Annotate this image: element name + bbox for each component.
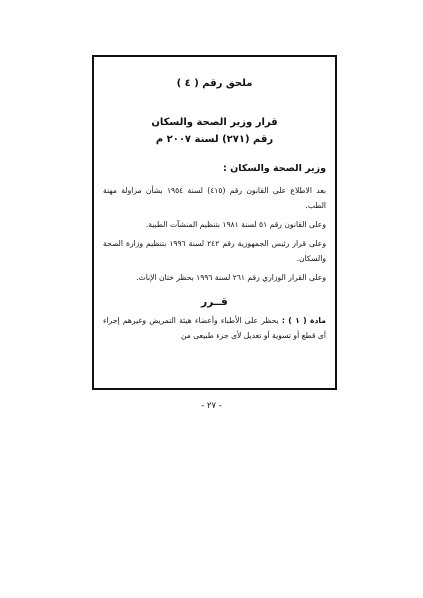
document-frame xyxy=(92,55,337,390)
decision-title: قرار وزير الصحة والسكان xyxy=(151,117,278,128)
article-1 xyxy=(103,313,326,343)
article-1-label: مادة ( ١ ) : xyxy=(281,316,326,325)
preamble-paragraph-4: وعلى القرار الوزاري رقم ٢٦١ لسنة ١٩٩٦ بحظر ختان الإناث. xyxy=(136,273,326,282)
decided-heading: قــرر xyxy=(201,296,228,308)
document-content xyxy=(103,77,326,343)
article-1-text: يحظر على الأطباء وأعضاء هيئة التمريض وغيرهم إجراء أى قطع أو تسوية أو تعديل لأى جزء طبيعى من xyxy=(103,316,326,340)
decision-number: رقم (٢٧١) لسنة ٢٠٠٧ م xyxy=(155,134,274,145)
annex-title: ملحق رقم ( ٤ ) xyxy=(176,78,253,89)
preamble-paragraph-1: بعد الاطلاع على القانون رقم (٤١٥) لسنة ١٩٥٤ بشأن مزاولة مهنة الطب. xyxy=(103,186,326,210)
preamble-paragraph-3: وعلى قرار رئيس الجمهورية رقم ٢٤٢ لسنة ١٩٩٦ بتنظيم وزارة الصحة والسكان. xyxy=(103,239,326,263)
minister-heading: وزير الصحة والسكان : xyxy=(223,163,326,174)
preamble-paragraph-2: وعلى القانون رقم ٥١ لسنة ١٩٨١ بتنظيم المنشآت الطبية. xyxy=(145,220,326,229)
page-number: - ٢٧ - xyxy=(201,401,222,411)
